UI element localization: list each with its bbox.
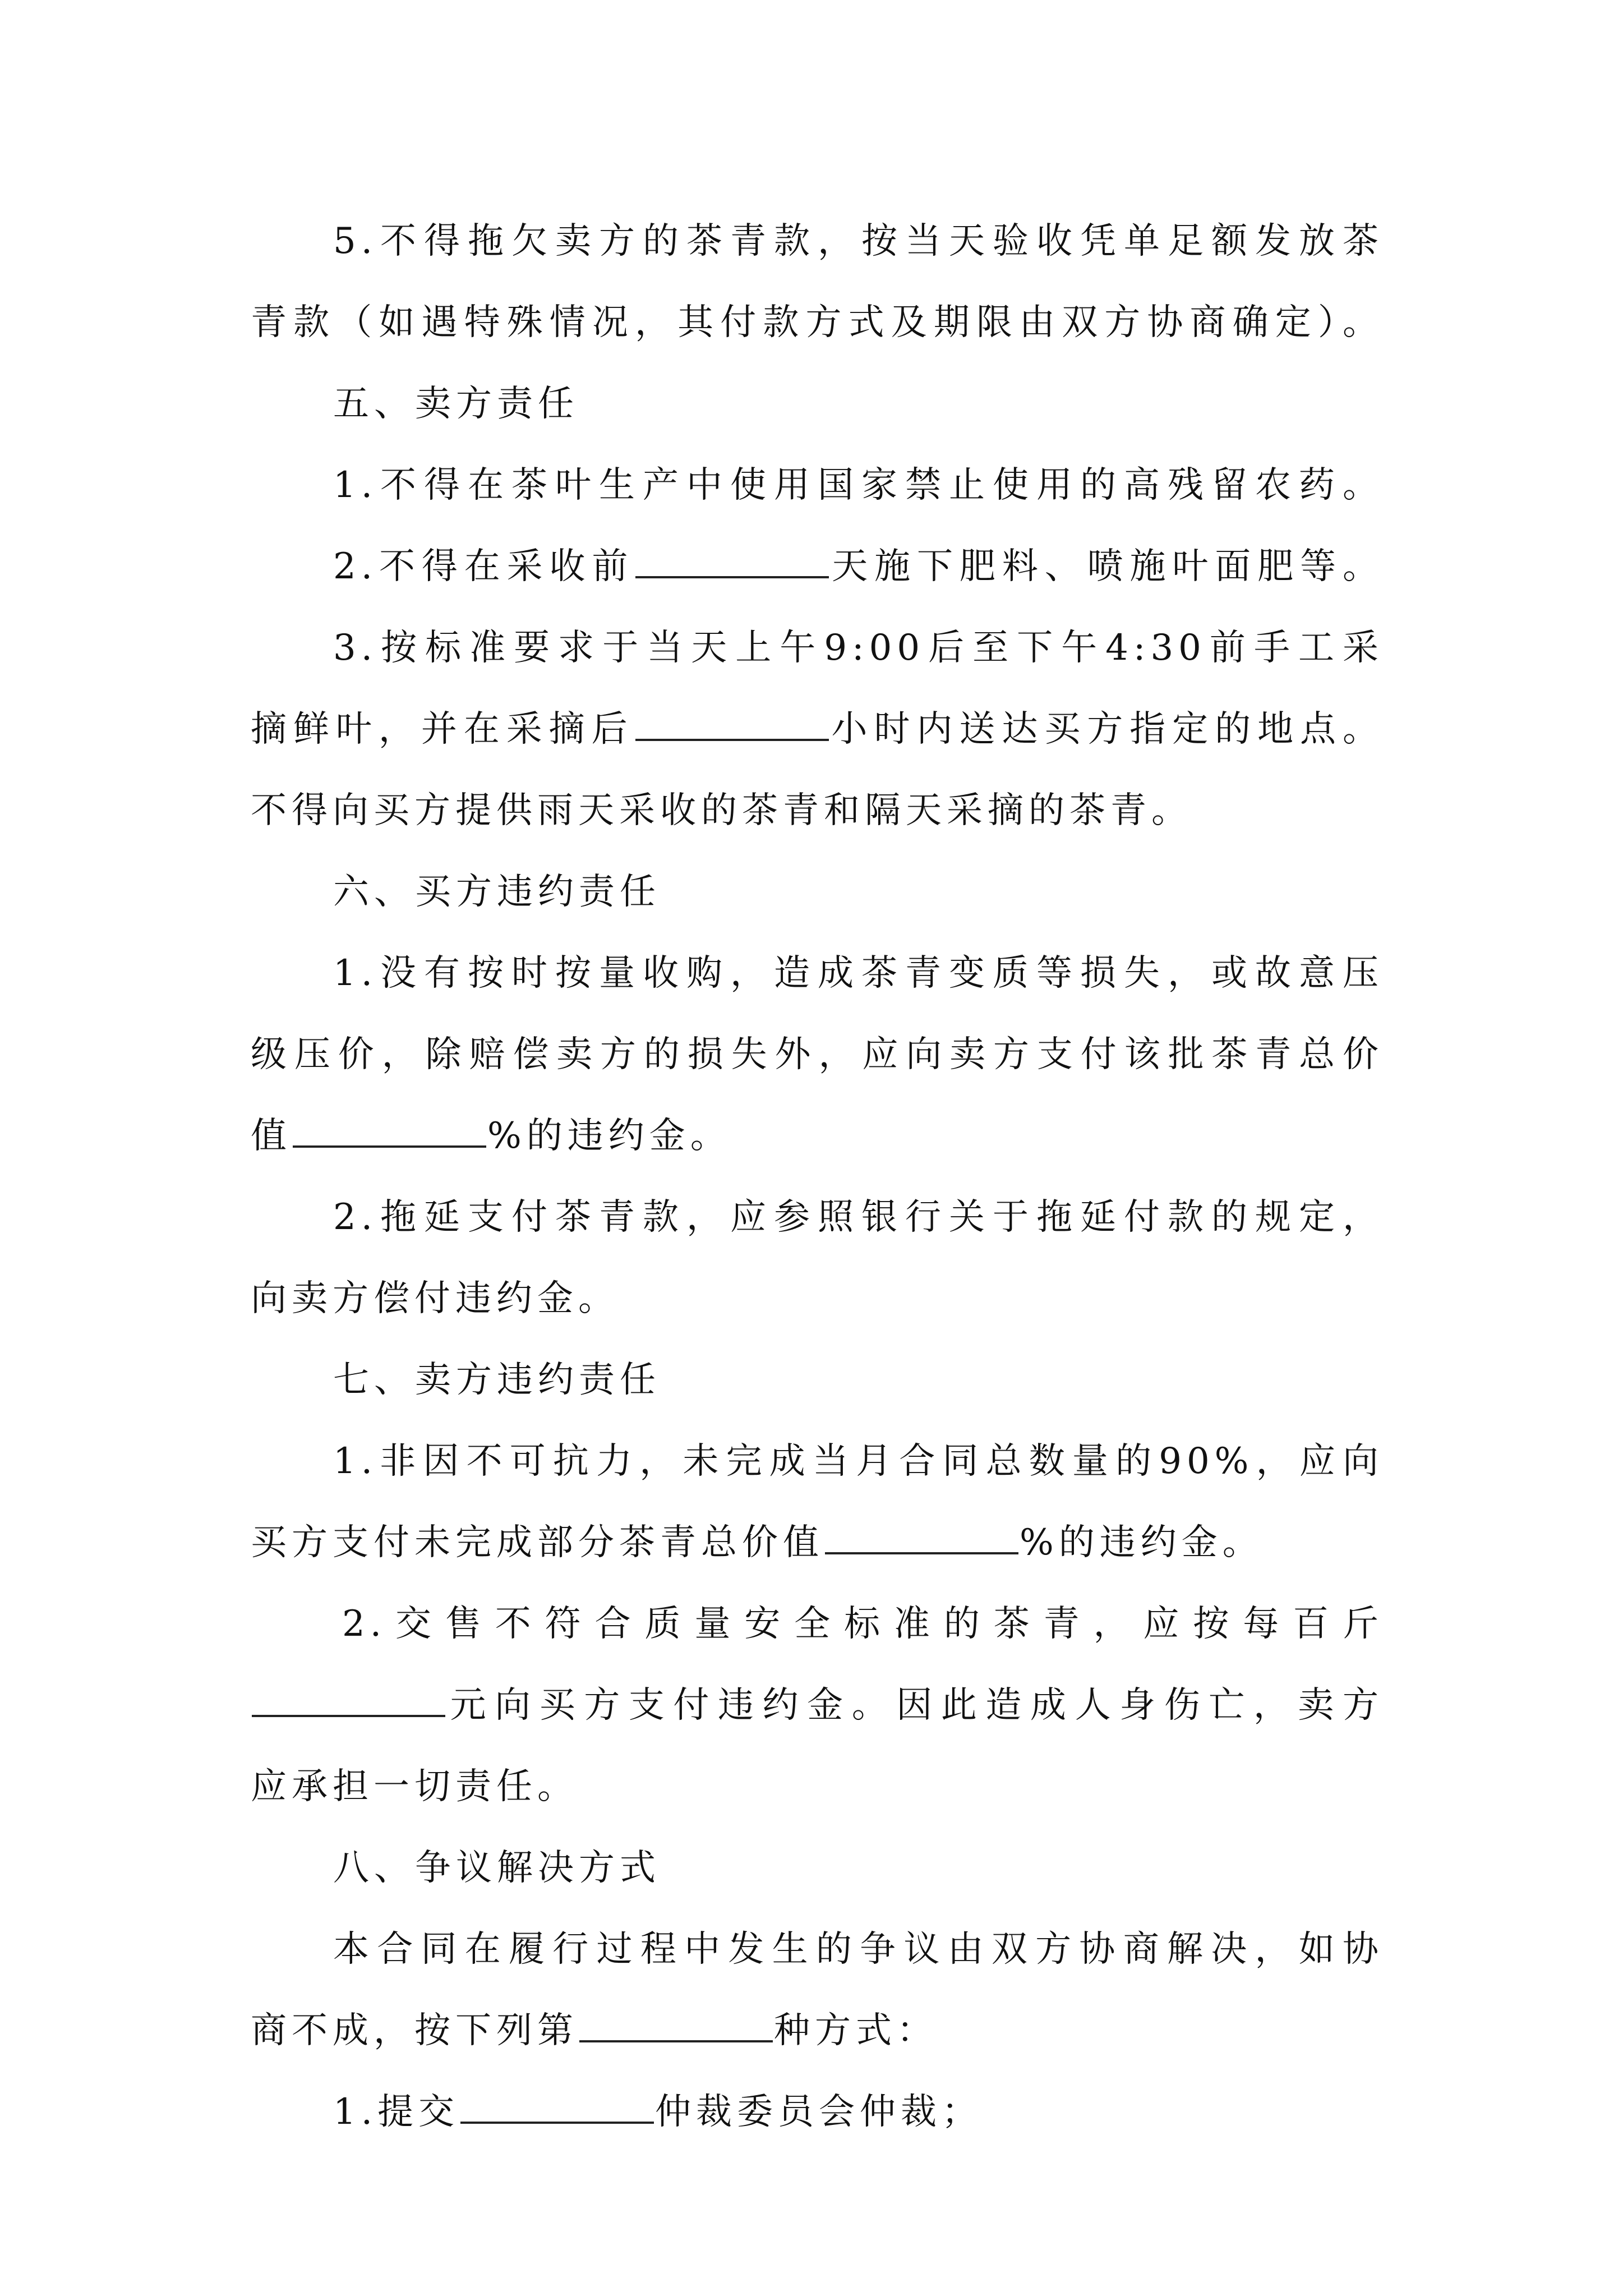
text-line	[251, 777, 1384, 844]
text-line	[333, 1428, 1384, 1495]
text-span: 天施下肥料、喷施叶面肥等。	[830, 546, 1384, 587]
text-line	[333, 1916, 1384, 1983]
fill-blank[interactable]	[252, 1679, 445, 1717]
section-heading	[333, 858, 1384, 926]
text-span: 七、卖方违约责任	[333, 1359, 661, 1401]
text-line	[251, 1753, 1384, 1820]
text-line	[251, 1509, 1384, 1576]
text-span: 5.不得拖欠卖方的茶青款，按当天验收凭单足额发放茶	[333, 220, 1384, 262]
section-heading	[333, 1834, 1384, 1902]
text-span: 青款（如遇特殊情况，其付款方式及期限由双方协商确定）。	[251, 302, 1384, 343]
text-span: 1.没有按时按量收购，造成茶青变质等损失，或故意压	[333, 953, 1384, 994]
text-span: 2.不得在采收前	[333, 546, 635, 587]
section-heading	[333, 370, 1384, 438]
text-span: 摘鲜叶，并在采摘后	[251, 708, 634, 750]
text-span: 商不成，按下列第	[251, 2010, 578, 2051]
text-line	[251, 289, 1384, 356]
fill-blank[interactable]	[293, 1110, 486, 1148]
text-span: 仲裁委员会仲裁；	[655, 2091, 983, 2133]
text-span: 1.非因不可抗力，未完成当月合同总数量的90%，应向	[333, 1441, 1384, 1482]
text-span: 1.不得在茶叶生产中使用国家禁止使用的高残留农药。	[333, 464, 1384, 506]
fill-blank[interactable]	[460, 2086, 654, 2124]
text-span: 应承担一切责任。	[251, 1766, 578, 1807]
text-line	[333, 1184, 1384, 1251]
text-span: 小时内送达买方指定的地点。	[829, 708, 1384, 750]
text-span: 种方式：	[774, 2010, 938, 2051]
text-span: 向卖方偿付违约金。	[251, 1278, 619, 1319]
text-line	[333, 614, 1384, 682]
text-line	[251, 696, 1384, 763]
fill-blank[interactable]	[635, 703, 829, 741]
text-span: 2.交售不符合质量安全标准的茶青，应按每百斤	[342, 1603, 1384, 1645]
text-line	[251, 1265, 1384, 1332]
text-line	[333, 452, 1384, 519]
text-line	[333, 2078, 1384, 2146]
text-line	[251, 1997, 1384, 2064]
text-line	[251, 1102, 1384, 1170]
text-line	[333, 533, 1384, 600]
text-line	[251, 1672, 1384, 1739]
text-span: 本合同在履行过程中发生的争议由双方协商解决，如协	[333, 1929, 1384, 1970]
text-line	[333, 940, 1384, 1007]
text-span: 买方支付未完成部分茶青总价值	[251, 1522, 824, 1563]
text-span: 级压价，除赔偿卖方的损失外，应向卖方支付该批茶青总价	[251, 1034, 1384, 1075]
text-line	[342, 1590, 1384, 1658]
text-span: 值	[251, 1115, 292, 1157]
section-heading	[333, 1346, 1384, 1414]
text-span: 元向买方支付违约金。因此造成人身伤亡，卖方	[446, 1685, 1384, 1726]
text-span: 八、争议解决方式	[333, 1847, 661, 1889]
text-line	[333, 208, 1384, 275]
fill-blank[interactable]	[635, 540, 829, 578]
text-span: 不得向买方提供雨天采收的茶青和隔天采摘的茶青。	[251, 790, 1192, 831]
fill-blank[interactable]	[825, 1516, 1018, 1554]
text-line	[251, 1021, 1384, 1088]
text-span: 1.提交	[333, 2091, 460, 2133]
text-span: 六、买方违约责任	[333, 871, 661, 913]
text-span: %的违约金。	[487, 1115, 731, 1157]
text-span: 3.按标准要求于当天上午9:00后至下午4:30前手工采	[333, 627, 1384, 669]
fill-blank[interactable]	[579, 2004, 773, 2042]
text-span: 五、卖方责任	[333, 383, 579, 425]
text-span: 2.拖延支付茶青款，应参照银行关于拖延付款的规定，	[333, 1197, 1384, 1238]
text-span: %的违约金。	[1020, 1522, 1264, 1563]
